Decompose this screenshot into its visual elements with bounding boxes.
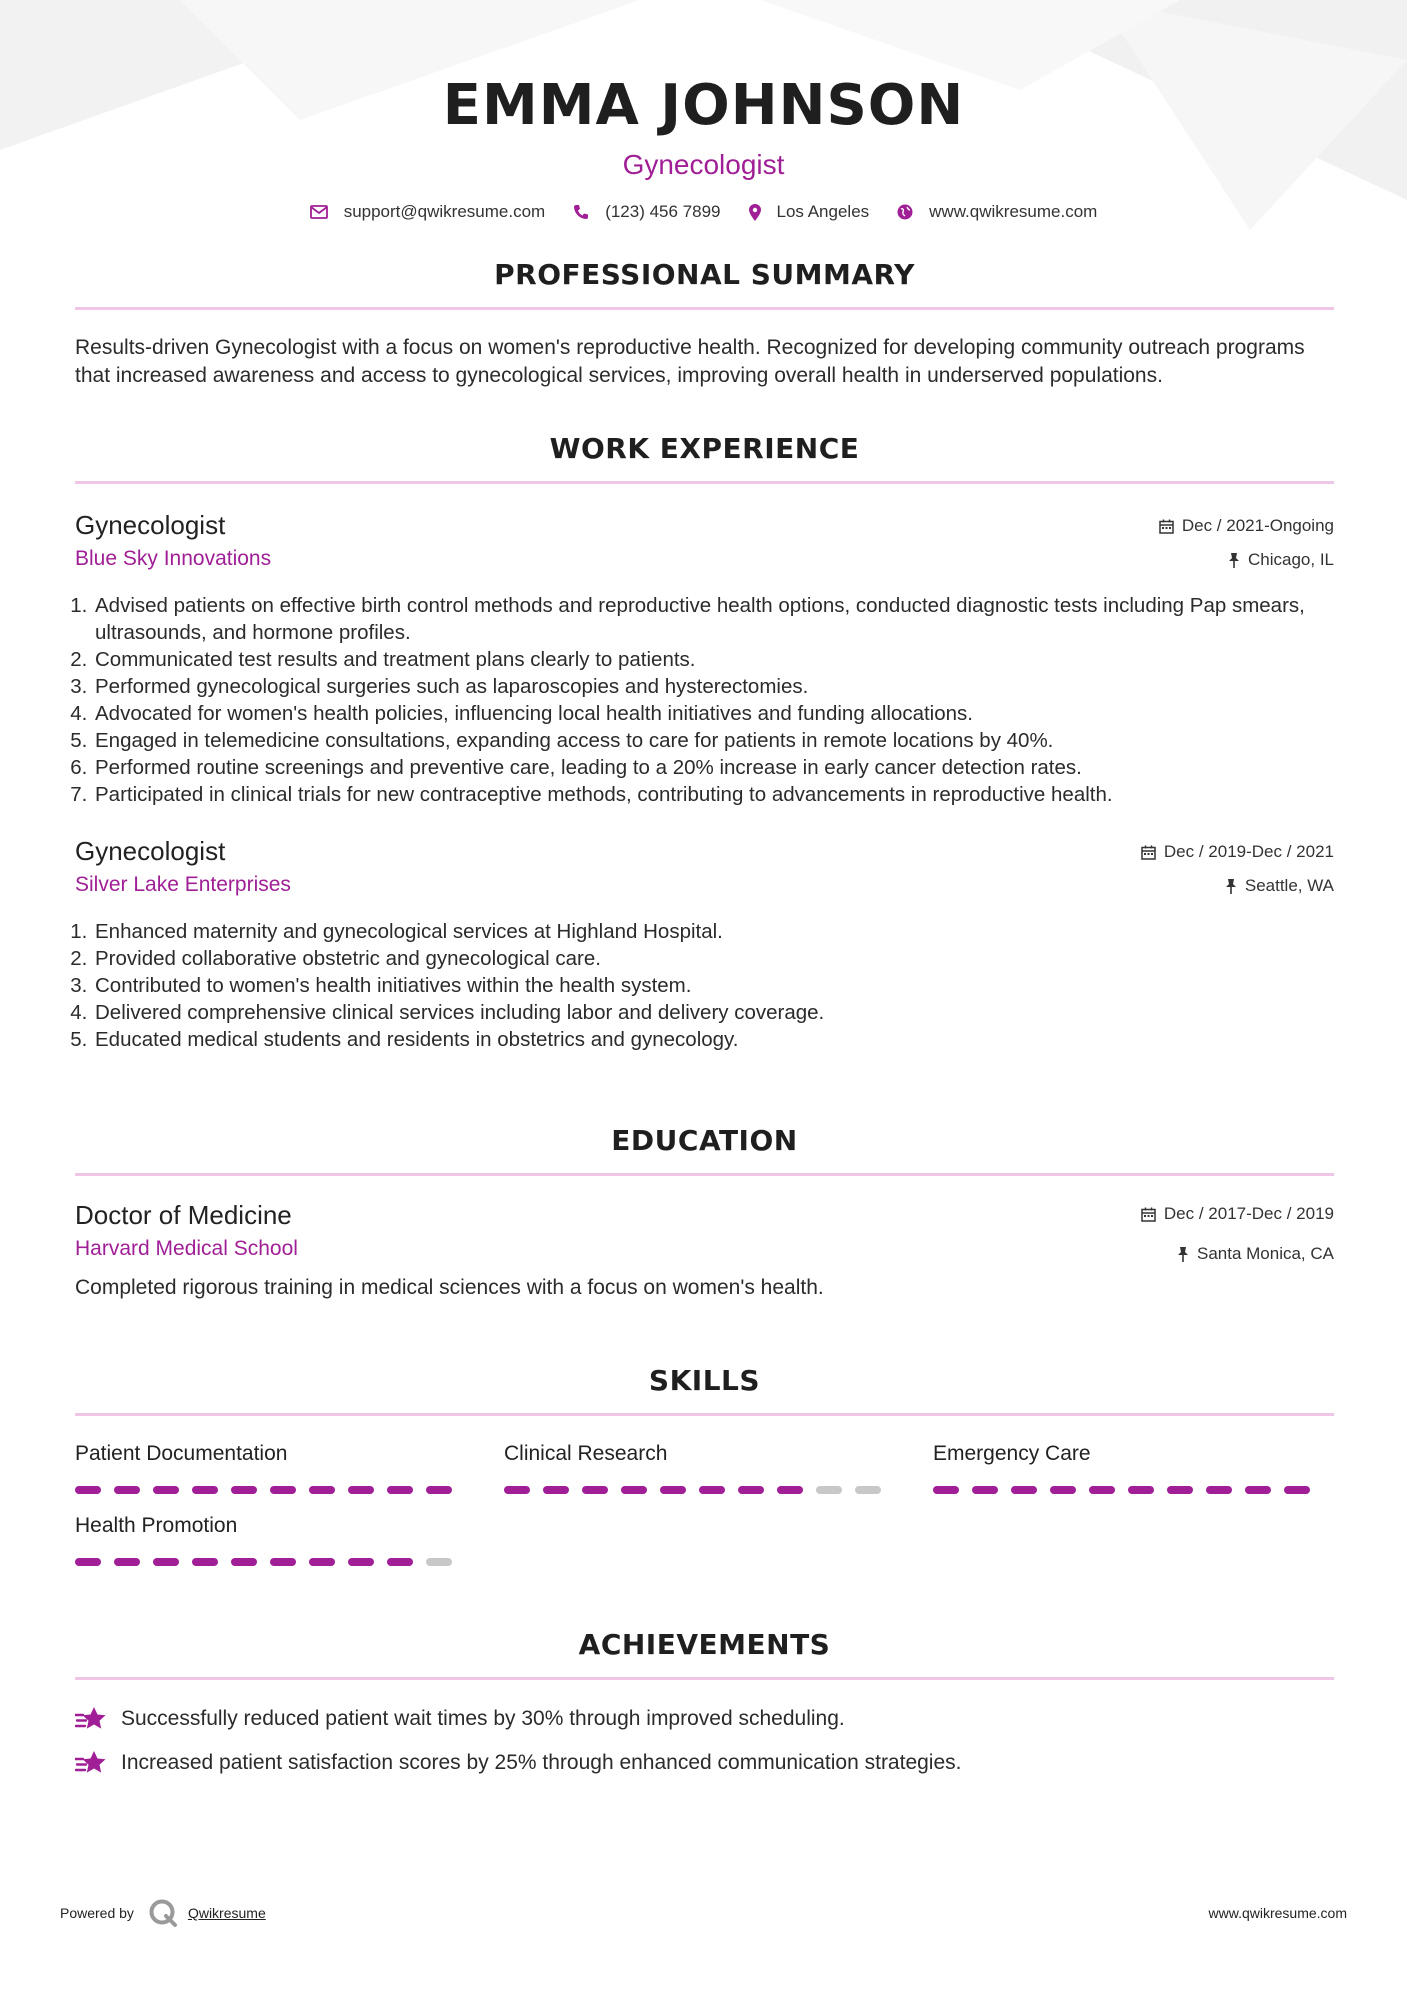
skill-dot-filled (270, 1486, 296, 1494)
job-location: Seattle, WA (1244, 876, 1334, 895)
candidate-title: Gynecologist (622, 149, 785, 180)
skill-dot-filled (387, 1558, 413, 1566)
candidate-name: EMMA JOHNSON (442, 73, 965, 138)
section-divider (75, 1677, 1334, 1680)
education-entry (75, 1198, 1334, 1302)
skill-dot-filled (231, 1486, 257, 1494)
skill-dot-filled (153, 1486, 179, 1494)
job-company: Silver Lake Enterprises (75, 873, 291, 896)
skill-dot-filled (777, 1486, 803, 1494)
skill-dot-filled (621, 1486, 647, 1494)
summary-heading: PROFESSIONAL SUMMARY (494, 258, 915, 291)
skill-dot-filled (270, 1558, 296, 1566)
skill-dot-filled (582, 1486, 608, 1494)
skill-dot-filled (192, 1558, 218, 1566)
skill-item (75, 1512, 504, 1566)
skill-dot-filled (387, 1486, 413, 1494)
pushpin-icon (1177, 1247, 1189, 1262)
section-divider (75, 1173, 1334, 1176)
resume-header (0, 0, 1407, 222)
skill-rating (933, 1486, 1334, 1494)
list-item: 2. Provided collaborative obstetric and gynecological care. (93, 945, 1334, 972)
list-item: 3. Contributed to women's health initiatives within the health system. (93, 972, 1334, 999)
list-item: 1. Advised patients on effective birth control methods and reproductive health options, conducted diagnostic tests including Pap smears, ultrasounds, and hormone profiles. (93, 592, 1334, 646)
skill-dot-filled (75, 1486, 101, 1494)
skill-dot-filled (309, 1486, 335, 1494)
job-company: Blue Sky Innovations (75, 547, 272, 570)
skill-name: Clinical Research (504, 1442, 668, 1465)
job-responsibilities (75, 918, 1334, 1053)
section-divider (75, 1413, 1334, 1416)
education-section (75, 1124, 1334, 1302)
contact-bar (0, 202, 1407, 222)
skill-name: Health Promotion (75, 1514, 238, 1537)
skill-dot-filled (1167, 1486, 1193, 1494)
skill-dot-filled (231, 1558, 257, 1566)
education-location: Santa Monica, CA (1196, 1244, 1334, 1263)
envelope-icon (310, 205, 328, 219)
achievement-text: Increased patient satisfaction scores by 25% through enhanced communication strategies. (121, 1751, 962, 1774)
skill-dot-filled (738, 1486, 764, 1494)
contact-phone[interactable] (573, 202, 720, 222)
skill-dot-filled (309, 1558, 335, 1566)
skill-dot-filled (1206, 1486, 1232, 1494)
phone-icon (573, 204, 589, 220)
powered-by (60, 1898, 266, 1928)
website-text: www.qwikresume.com (929, 202, 1098, 221)
skill-dot-filled (426, 1486, 452, 1494)
qwikresume-logo-icon (148, 1898, 178, 1928)
degree-title: Doctor of Medicine (75, 1200, 292, 1230)
school-name: Harvard Medical School (75, 1237, 298, 1260)
job-title: Gynecologist (75, 836, 226, 866)
skill-dot-filled (1050, 1486, 1076, 1494)
skill-dot-filled (1089, 1486, 1115, 1494)
skill-dot-empty (816, 1486, 842, 1494)
skill-dot-filled (75, 1558, 101, 1566)
achievement-text: Successfully reduced patient wait times by 30% through improved scheduling. (121, 1707, 845, 1730)
list-item: 6. Performed routine screenings and preventive care, leading to a 20% increase in early cancer detection rates. (93, 754, 1334, 781)
skill-dot-filled (348, 1558, 374, 1566)
skills-heading: SKILLS (648, 1364, 761, 1397)
shooting-star-icon (75, 1750, 107, 1776)
achievement-item (75, 1706, 1334, 1732)
skill-dot-filled (1284, 1486, 1310, 1494)
skill-name: Emergency Care (933, 1442, 1091, 1465)
list-item: 7. Participated in clinical trials for new contraceptive methods, contributing to advancements in reproductive health. (93, 781, 1334, 808)
map-pin-icon (749, 204, 761, 221)
section-divider (75, 307, 1334, 310)
skill-dot-filled (660, 1486, 686, 1494)
skill-item (504, 1440, 933, 1494)
job-responsibilities (75, 592, 1334, 808)
achievements-section (75, 1628, 1334, 1776)
calendar-icon (1159, 519, 1174, 534)
skill-dot-filled (933, 1486, 959, 1494)
email-text: support@qwikresume.com (343, 202, 546, 221)
skill-item (75, 1440, 504, 1494)
skill-dot-empty (426, 1558, 452, 1566)
skill-dot-filled (153, 1558, 179, 1566)
skill-dot-filled (504, 1486, 530, 1494)
contact-location (749, 202, 870, 222)
skill-dot-filled (1245, 1486, 1271, 1494)
education-heading: EDUCATION (611, 1124, 798, 1157)
skill-item (933, 1440, 1334, 1494)
skills-section (75, 1364, 1334, 1566)
phone-text: (123) 456 7899 (605, 202, 721, 221)
skill-dot-filled (348, 1486, 374, 1494)
list-item: 5. Engaged in telemedicine consultations, expanding access to care for patients in remote locations by 40%. (93, 727, 1334, 754)
skill-dot-filled (114, 1558, 140, 1566)
job-location: Chicago, IL (1248, 550, 1334, 569)
list-item: 2. Communicated test results and treatment plans clearly to patients. (93, 646, 1334, 673)
pushpin-icon (1225, 879, 1237, 894)
education-description: Completed rigorous training in medical sciences with a focus on women's health. (75, 1276, 824, 1299)
calendar-icon (1141, 1207, 1156, 1222)
skill-dot-filled (1011, 1486, 1037, 1494)
job-entry (75, 508, 1334, 808)
calendar-icon (1141, 845, 1156, 860)
skill-dot-filled (699, 1486, 725, 1494)
experience-section (75, 432, 1334, 1053)
list-item: 3. Performed gynecological surgeries such as laparoscopies and hysterectomies. (93, 673, 1334, 700)
shooting-star-icon (75, 1706, 107, 1732)
powered-by-label: Powered by (60, 1905, 134, 1921)
skill-rating (75, 1486, 504, 1494)
job-dates: Dec / 2021-Ongoing (1181, 516, 1334, 535)
skill-dot-empty (855, 1486, 881, 1494)
list-item: 4. Delivered comprehensive clinical services including labor and delivery coverage. (93, 999, 1334, 1026)
experience-heading: WORK EXPERIENCE (549, 432, 860, 465)
qwikresume-link[interactable]: Qwikresume (187, 1905, 266, 1921)
footer-website[interactable]: www.qwikresume.com (1208, 1905, 1347, 1921)
skill-dot-filled (972, 1486, 998, 1494)
job-entry (75, 834, 1334, 1053)
globe-icon (897, 204, 913, 220)
skill-rating (504, 1486, 933, 1494)
pushpin-icon (1228, 553, 1240, 568)
skill-dot-filled (114, 1486, 140, 1494)
list-item: 1. Enhanced maternity and gynecological services at Highland Hospital. (93, 918, 1334, 945)
list-item: 4. Advocated for women's health policies, influencing local health initiatives and funding allocations. (93, 700, 1334, 727)
achievements-heading: ACHIEVEMENTS (578, 1628, 831, 1661)
location-text: Los Angeles (776, 202, 870, 221)
skill-name: Patient Documentation (75, 1442, 288, 1465)
summary-section (75, 258, 1334, 390)
skill-dot-filled (543, 1486, 569, 1494)
section-divider (75, 481, 1334, 484)
education-dates: Dec / 2017-Dec / 2019 (1163, 1204, 1334, 1223)
achievement-item (75, 1750, 1334, 1776)
list-item: 5. Educated medical students and residents in obstetrics and gynecology. (93, 1026, 1334, 1053)
skill-dot-filled (1128, 1486, 1154, 1494)
page-footer (60, 1898, 1347, 1928)
job-dates: Dec / 2019-Dec / 2021 (1163, 842, 1334, 861)
skill-rating (75, 1558, 504, 1566)
contact-email[interactable] (310, 202, 546, 222)
job-title: Gynecologist (75, 510, 226, 540)
skills-grid (75, 1440, 1334, 1566)
summary-text: Results-driven Gynecologist with a focus on women's reproductive health. Recognized for developing community outreach programs that increased awareness and access to gynecological services, improving overall health in underserved populations. (75, 336, 1305, 387)
contact-website[interactable] (897, 202, 1097, 222)
skill-dot-filled (192, 1486, 218, 1494)
